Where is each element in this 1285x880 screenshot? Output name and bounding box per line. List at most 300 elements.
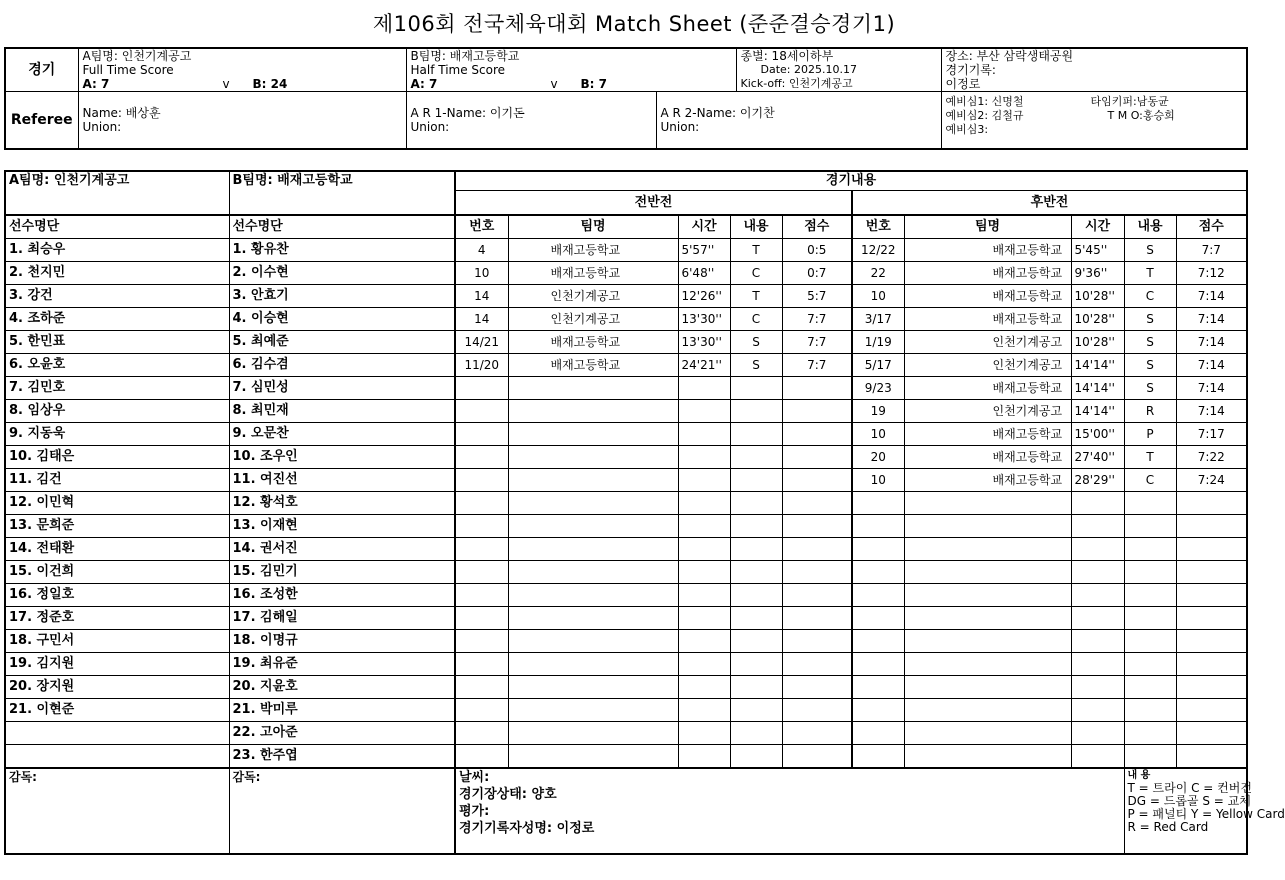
player-a: 5. 한민표 bbox=[5, 331, 229, 354]
second-half-event-team bbox=[904, 607, 1071, 630]
player-a: 7. 김민호 bbox=[5, 377, 229, 400]
first-half-event-no bbox=[455, 676, 508, 699]
field-condition: 경기장상태: 양호 bbox=[459, 787, 557, 802]
first-half-event-no: 11/20 bbox=[455, 354, 508, 377]
player-b: 16. 조성한 bbox=[229, 584, 455, 607]
first-half-event-type: T bbox=[730, 239, 782, 262]
second-half-event-type: S bbox=[1124, 308, 1176, 331]
second-half-event-team: 인천기계공고 bbox=[904, 331, 1071, 354]
player-a: 15. 이건희 bbox=[5, 561, 229, 584]
first-half-event-team: 배재고등학교 bbox=[508, 239, 678, 262]
table-row bbox=[5, 722, 1247, 745]
second-half-event-type bbox=[1124, 653, 1176, 676]
first-half-event-team bbox=[508, 515, 678, 538]
first-half-event-no bbox=[455, 446, 508, 469]
player-b: 8. 최민재 bbox=[229, 400, 455, 423]
first-half-event-time bbox=[678, 584, 730, 607]
player-a: 21. 이현준 bbox=[5, 699, 229, 722]
first-half-event-no bbox=[455, 377, 508, 400]
player-a: 4. 조하준 bbox=[5, 308, 229, 331]
table-row bbox=[5, 561, 1247, 584]
second-half-event-score: 7:24 bbox=[1176, 469, 1247, 492]
player-b: 21. 박미루 bbox=[229, 699, 455, 722]
second-half-event-team: 배재고등학교 bbox=[904, 423, 1071, 446]
second-half-event-score: 7:17 bbox=[1176, 423, 1247, 446]
team-b-name: B팀명: 배재고등학교 bbox=[406, 48, 736, 63]
second-half-event-time: 14'14'' bbox=[1071, 377, 1124, 400]
second-half-event-team bbox=[904, 630, 1071, 653]
first-half-event-score bbox=[782, 584, 852, 607]
first-half-event-team: 인천기계공고 bbox=[508, 285, 678, 308]
first-half-event-score bbox=[782, 446, 852, 469]
second-half-event-team: 배재고등학교 bbox=[904, 308, 1071, 331]
match-remarks bbox=[455, 768, 1124, 854]
second-half-event-time: 14'14'' bbox=[1071, 354, 1124, 377]
player-b: 13. 이재현 bbox=[229, 515, 455, 538]
first-half-event-no bbox=[455, 492, 508, 515]
first-half-event-time bbox=[678, 446, 730, 469]
second-half-event-type: S bbox=[1124, 377, 1176, 400]
second-half-event-team: 인천기계공고 bbox=[904, 400, 1071, 423]
reserve-officials bbox=[941, 92, 1247, 150]
first-half-event-type bbox=[730, 561, 782, 584]
first-half-event-time bbox=[678, 561, 730, 584]
first-half-event-no: 4 bbox=[455, 239, 508, 262]
first-half-event-score bbox=[782, 469, 852, 492]
first-half-event-no: 14 bbox=[455, 285, 508, 308]
second-half-event-no: 3/17 bbox=[852, 308, 904, 331]
second-half-event-team: 배재고등학교 bbox=[904, 469, 1071, 492]
first-half-event-no bbox=[455, 584, 508, 607]
second-half-event-team bbox=[904, 745, 1071, 769]
half-time-a: A: 7 bbox=[410, 77, 438, 91]
table-row bbox=[5, 492, 1247, 515]
second-half-event-time bbox=[1071, 699, 1124, 722]
second-half-event-score bbox=[1176, 538, 1247, 561]
player-a: 2. 천지민 bbox=[5, 262, 229, 285]
player-b: 7. 심민성 bbox=[229, 377, 455, 400]
table-row bbox=[5, 515, 1247, 538]
player-b: 15. 김민기 bbox=[229, 561, 455, 584]
player-b: 20. 지윤호 bbox=[229, 676, 455, 699]
first-half-event-time: 5'57'' bbox=[678, 239, 730, 262]
second-half-event-team: 인천기계공고 bbox=[904, 354, 1071, 377]
first-half-event-type bbox=[730, 515, 782, 538]
first-half-event-score bbox=[782, 745, 852, 769]
second-half-event-no bbox=[852, 492, 904, 515]
second-half-event-type bbox=[1124, 745, 1176, 769]
second-half-event-time: 14'14'' bbox=[1071, 400, 1124, 423]
second-half-event-type bbox=[1124, 584, 1176, 607]
second-half-event-no: 20 bbox=[852, 446, 904, 469]
table-row bbox=[5, 331, 1247, 354]
second-half-event-score: 7:14 bbox=[1176, 400, 1247, 423]
full-time-score bbox=[78, 77, 406, 92]
second-half-event-team bbox=[904, 561, 1071, 584]
first-half-event-team bbox=[508, 446, 678, 469]
player-a bbox=[5, 722, 229, 745]
first-half-event-team bbox=[508, 607, 678, 630]
first-half-event-time bbox=[678, 469, 730, 492]
player-a: 10. 김태은 bbox=[5, 446, 229, 469]
first-half-event-type: C bbox=[730, 262, 782, 285]
full-time-label: Full Time Score bbox=[78, 63, 406, 77]
second-half-event-type: S bbox=[1124, 239, 1176, 262]
col-type: 내용 bbox=[730, 215, 782, 239]
player-a: 18. 구민서 bbox=[5, 630, 229, 653]
table-row bbox=[5, 423, 1247, 446]
player-b: 19. 최유준 bbox=[229, 653, 455, 676]
second-half-event-type: S bbox=[1124, 331, 1176, 354]
first-half-event-team bbox=[508, 492, 678, 515]
first-half-event-type bbox=[730, 653, 782, 676]
first-half-event-team bbox=[508, 745, 678, 769]
first-half-event-score bbox=[782, 515, 852, 538]
first-half-event-score: 7:7 bbox=[782, 308, 852, 331]
players-a-header: 선수명단 bbox=[5, 215, 229, 239]
first-half-event-time bbox=[678, 538, 730, 561]
reserve-2: 예비심2: 김철규 bbox=[945, 109, 1024, 122]
second-half-event-type: C bbox=[1124, 285, 1176, 308]
reserve-3: 예비심3: bbox=[945, 123, 989, 136]
second-half-event-type bbox=[1124, 561, 1176, 584]
player-b: 1. 황유찬 bbox=[229, 239, 455, 262]
first-half-event-time: 6'48'' bbox=[678, 262, 730, 285]
first-half-event-score bbox=[782, 423, 852, 446]
player-a: 8. 임상우 bbox=[5, 400, 229, 423]
second-half-event-time: 10'28'' bbox=[1071, 308, 1124, 331]
second-half-event-score: 7:14 bbox=[1176, 308, 1247, 331]
legend-line-1: T = 트라이 C = 컨버전 bbox=[1127, 781, 1252, 795]
second-half-event-score bbox=[1176, 630, 1247, 653]
second-half-event-time bbox=[1071, 722, 1124, 745]
legend bbox=[1124, 768, 1285, 854]
second-half-event-score bbox=[1176, 699, 1247, 722]
first-half-event-no bbox=[455, 538, 508, 561]
referee-name: Name: 배상훈 bbox=[82, 106, 161, 120]
second-half-event-time bbox=[1071, 653, 1124, 676]
first-half-event-score: 7:7 bbox=[782, 331, 852, 354]
second-half-event-team bbox=[904, 492, 1071, 515]
player-b: 14. 권서진 bbox=[229, 538, 455, 561]
second-half-event-time bbox=[1071, 630, 1124, 653]
table-row bbox=[5, 538, 1247, 561]
half-time-label: Half Time Score bbox=[406, 63, 736, 77]
table-row bbox=[5, 354, 1247, 377]
team-a-name: A팀명: 인천기계공고 bbox=[78, 48, 406, 63]
second-half-event-team bbox=[904, 515, 1071, 538]
first-half-event-type bbox=[730, 584, 782, 607]
second-half-event-time bbox=[1071, 607, 1124, 630]
second-half-event-no: 12/22 bbox=[852, 239, 904, 262]
player-a: 17. 정준호 bbox=[5, 607, 229, 630]
first-half-event-time bbox=[678, 676, 730, 699]
second-half-event-score: 7:14 bbox=[1176, 377, 1247, 400]
first-half-header: 전반전 bbox=[455, 191, 852, 215]
second-half-event-no: 19 bbox=[852, 400, 904, 423]
second-half-event-time: 10'28'' bbox=[1071, 331, 1124, 354]
first-half-event-team bbox=[508, 538, 678, 561]
record-writer: 경기기록자성명: 이정로 bbox=[459, 821, 595, 836]
full-time-a: A: 7 bbox=[82, 77, 110, 91]
second-half-event-score bbox=[1176, 492, 1247, 515]
legend-line-3: P = 패널티 Y = Yellow Card bbox=[1127, 807, 1285, 821]
second-half-event-team bbox=[904, 653, 1071, 676]
col-score: 점수 bbox=[782, 215, 852, 239]
second-half-event-time: 28'29'' bbox=[1071, 469, 1124, 492]
second-half-event-no: 22 bbox=[852, 262, 904, 285]
page-title: 제106회 전국체육대회 Match Sheet (준준결승경기1) bbox=[372, 12, 896, 36]
second-half-header: 후반전 bbox=[852, 191, 1247, 215]
first-half-event-no bbox=[455, 653, 508, 676]
venue: 장소: 부산 삼락생태공원 bbox=[941, 48, 1247, 63]
first-half-event-team bbox=[508, 469, 678, 492]
coach-a: 감독: bbox=[5, 768, 229, 854]
first-half-event-no bbox=[455, 469, 508, 492]
first-half-event-no bbox=[455, 630, 508, 653]
table-row bbox=[5, 630, 1247, 653]
second-half-event-no bbox=[852, 584, 904, 607]
team-a-label: A팀명: 인천기계공고 bbox=[5, 171, 229, 215]
first-half-event-time bbox=[678, 492, 730, 515]
first-half-event-time bbox=[678, 699, 730, 722]
first-half-event-no bbox=[455, 400, 508, 423]
player-a: 13. 문희준 bbox=[5, 515, 229, 538]
second-half-event-no: 10 bbox=[852, 285, 904, 308]
col-time-2: 시간 bbox=[1071, 215, 1124, 239]
first-half-event-score bbox=[782, 607, 852, 630]
first-half-event-team bbox=[508, 630, 678, 653]
half-time-score bbox=[406, 77, 736, 92]
second-half-event-team bbox=[904, 584, 1071, 607]
first-half-event-no bbox=[455, 607, 508, 630]
referee-label: Referee bbox=[5, 92, 78, 150]
first-half-event-type bbox=[730, 745, 782, 769]
second-half-event-team: 배재고등학교 bbox=[904, 239, 1071, 262]
player-b: 2. 이수현 bbox=[229, 262, 455, 285]
table-row bbox=[5, 653, 1247, 676]
timekeeper: 타임키퍼:남동균 bbox=[1090, 95, 1169, 108]
player-a: 19. 김지원 bbox=[5, 653, 229, 676]
ar2-cell bbox=[656, 92, 941, 150]
table-row bbox=[5, 262, 1247, 285]
first-half-event-score bbox=[782, 722, 852, 745]
category: 종별: 18세이하부 bbox=[736, 48, 941, 63]
first-half-event-time bbox=[678, 653, 730, 676]
second-half-event-no bbox=[852, 653, 904, 676]
table-row bbox=[5, 377, 1247, 400]
player-b: 12. 황석호 bbox=[229, 492, 455, 515]
table-row bbox=[5, 308, 1247, 331]
second-half-event-score: 7:7 bbox=[1176, 239, 1247, 262]
second-half-event-no bbox=[852, 607, 904, 630]
second-half-event-no bbox=[852, 515, 904, 538]
player-a: 6. 오윤호 bbox=[5, 354, 229, 377]
second-half-event-type bbox=[1124, 722, 1176, 745]
full-time-b: B: 24 bbox=[252, 77, 288, 91]
first-half-event-score: 7:7 bbox=[782, 354, 852, 377]
second-half-event-no bbox=[852, 722, 904, 745]
ar2-name: A R 2-Name: 이기찬 bbox=[660, 106, 775, 120]
first-half-event-time bbox=[678, 745, 730, 769]
second-half-event-no: 5/17 bbox=[852, 354, 904, 377]
second-half-event-type: R bbox=[1124, 400, 1176, 423]
second-half-event-time bbox=[1071, 745, 1124, 769]
match-label: 경기 bbox=[5, 48, 78, 92]
full-time-v: v bbox=[222, 77, 230, 91]
ar1-name: A R 1-Name: 이기돈 bbox=[410, 106, 525, 120]
second-half-event-time bbox=[1071, 561, 1124, 584]
second-half-event-score bbox=[1176, 607, 1247, 630]
second-half-event-type: P bbox=[1124, 423, 1176, 446]
match-detail-table bbox=[4, 170, 1285, 855]
first-half-event-type bbox=[730, 400, 782, 423]
col-time: 시간 bbox=[678, 215, 730, 239]
player-b: 17. 김해일 bbox=[229, 607, 455, 630]
table-row bbox=[5, 745, 1247, 769]
evaluation: 평가: bbox=[459, 804, 490, 819]
second-half-event-no bbox=[852, 745, 904, 769]
second-half-event-no bbox=[852, 538, 904, 561]
second-half-event-score: 7:14 bbox=[1176, 285, 1247, 308]
second-half-event-type: S bbox=[1124, 354, 1176, 377]
table-row bbox=[5, 607, 1247, 630]
weather: 날씨: bbox=[459, 770, 490, 785]
first-half-event-type bbox=[730, 607, 782, 630]
first-half-event-type bbox=[730, 722, 782, 745]
table-row bbox=[5, 469, 1247, 492]
first-half-event-no bbox=[455, 561, 508, 584]
player-b: 5. 최예준 bbox=[229, 331, 455, 354]
first-half-event-score bbox=[782, 400, 852, 423]
ar1-union: Union: bbox=[410, 120, 450, 134]
player-a: 3. 강건 bbox=[5, 285, 229, 308]
first-half-event-team bbox=[508, 377, 678, 400]
first-half-event-time bbox=[678, 400, 730, 423]
first-half-event-no bbox=[455, 722, 508, 745]
coach-b: 감독: bbox=[229, 768, 455, 854]
player-a: 16. 정일호 bbox=[5, 584, 229, 607]
first-half-event-team bbox=[508, 653, 678, 676]
first-half-event-no: 14/21 bbox=[455, 331, 508, 354]
second-half-event-time: 27'40'' bbox=[1071, 446, 1124, 469]
second-half-event-type bbox=[1124, 630, 1176, 653]
table-row bbox=[5, 584, 1247, 607]
second-half-event-time bbox=[1071, 676, 1124, 699]
referee-cell bbox=[78, 92, 406, 150]
second-half-event-time: 9'36'' bbox=[1071, 262, 1124, 285]
first-half-event-team bbox=[508, 423, 678, 446]
first-half-event-team: 배재고등학교 bbox=[508, 331, 678, 354]
first-half-event-time: 24'21'' bbox=[678, 354, 730, 377]
second-half-event-time bbox=[1071, 515, 1124, 538]
first-half-event-time bbox=[678, 515, 730, 538]
first-half-event-team bbox=[508, 400, 678, 423]
first-half-event-type bbox=[730, 676, 782, 699]
first-half-event-team bbox=[508, 699, 678, 722]
half-time-b: B: 7 bbox=[580, 77, 607, 91]
player-b: 9. 오문찬 bbox=[229, 423, 455, 446]
legend-line-4: R = Red Card bbox=[1127, 820, 1209, 834]
table-row bbox=[5, 400, 1247, 423]
second-half-event-type bbox=[1124, 699, 1176, 722]
referee-union: Union: bbox=[82, 120, 122, 134]
first-half-event-score bbox=[782, 377, 852, 400]
player-b: 6. 김수겸 bbox=[229, 354, 455, 377]
table-row bbox=[5, 676, 1247, 699]
player-a: 12. 이민혁 bbox=[5, 492, 229, 515]
player-b: 18. 이명규 bbox=[229, 630, 455, 653]
first-half-event-team bbox=[508, 561, 678, 584]
first-half-event-score bbox=[782, 630, 852, 653]
first-half-event-score: 0:7 bbox=[782, 262, 852, 285]
first-half-event-no bbox=[455, 515, 508, 538]
second-half-event-no: 1/19 bbox=[852, 331, 904, 354]
record-label: 경기기록: bbox=[941, 63, 1247, 77]
first-half-event-time bbox=[678, 630, 730, 653]
table-row bbox=[5, 239, 1247, 262]
col-team-2: 팀명 bbox=[904, 215, 1071, 239]
col-score-2: 점수 bbox=[1176, 215, 1247, 239]
second-half-event-score: 7:14 bbox=[1176, 354, 1247, 377]
ar1-cell bbox=[406, 92, 656, 150]
player-b: 11. 여진선 bbox=[229, 469, 455, 492]
second-half-event-type bbox=[1124, 538, 1176, 561]
second-half-event-score bbox=[1176, 561, 1247, 584]
player-a: 1. 최승우 bbox=[5, 239, 229, 262]
player-a: 20. 장지원 bbox=[5, 676, 229, 699]
first-half-event-team bbox=[508, 722, 678, 745]
first-half-event-time bbox=[678, 722, 730, 745]
reserve-1: 예비심1: 신명철 bbox=[945, 95, 1024, 108]
table-row bbox=[5, 699, 1247, 722]
first-half-event-time: 12'26'' bbox=[678, 285, 730, 308]
second-half-event-no bbox=[852, 676, 904, 699]
second-half-event-team bbox=[904, 538, 1071, 561]
first-half-event-score bbox=[782, 676, 852, 699]
first-half-event-type bbox=[730, 423, 782, 446]
first-half-event-type: T bbox=[730, 285, 782, 308]
second-half-event-time: 5'45'' bbox=[1071, 239, 1124, 262]
kickoff: Kick-off: 인천기계공고 bbox=[736, 77, 941, 92]
second-half-event-no bbox=[852, 630, 904, 653]
first-half-event-score bbox=[782, 492, 852, 515]
player-a: 9. 지동욱 bbox=[5, 423, 229, 446]
first-half-event-score bbox=[782, 538, 852, 561]
second-half-event-no: 10 bbox=[852, 469, 904, 492]
match-date: Date: 2025.10.17 bbox=[736, 63, 941, 77]
first-half-event-no bbox=[455, 745, 508, 769]
col-no: 번호 bbox=[455, 215, 508, 239]
second-half-event-team bbox=[904, 722, 1071, 745]
first-half-event-time bbox=[678, 377, 730, 400]
table-row bbox=[5, 446, 1247, 469]
first-half-event-type bbox=[730, 446, 782, 469]
legend-title: 내 용 bbox=[1127, 770, 1151, 781]
second-half-event-team bbox=[904, 676, 1071, 699]
second-half-event-score bbox=[1176, 515, 1247, 538]
first-half-event-type: S bbox=[730, 331, 782, 354]
player-a bbox=[5, 745, 229, 769]
first-half-event-team bbox=[508, 676, 678, 699]
second-half-event-time bbox=[1071, 584, 1124, 607]
first-half-event-type: S bbox=[730, 354, 782, 377]
tmo: T M O:홍승희 bbox=[1107, 109, 1175, 122]
half-time-v: v bbox=[550, 77, 558, 91]
match-info-header bbox=[4, 47, 1248, 150]
first-half-event-team: 배재고등학교 bbox=[508, 262, 678, 285]
second-half-event-team: 배재고등학교 bbox=[904, 446, 1071, 469]
